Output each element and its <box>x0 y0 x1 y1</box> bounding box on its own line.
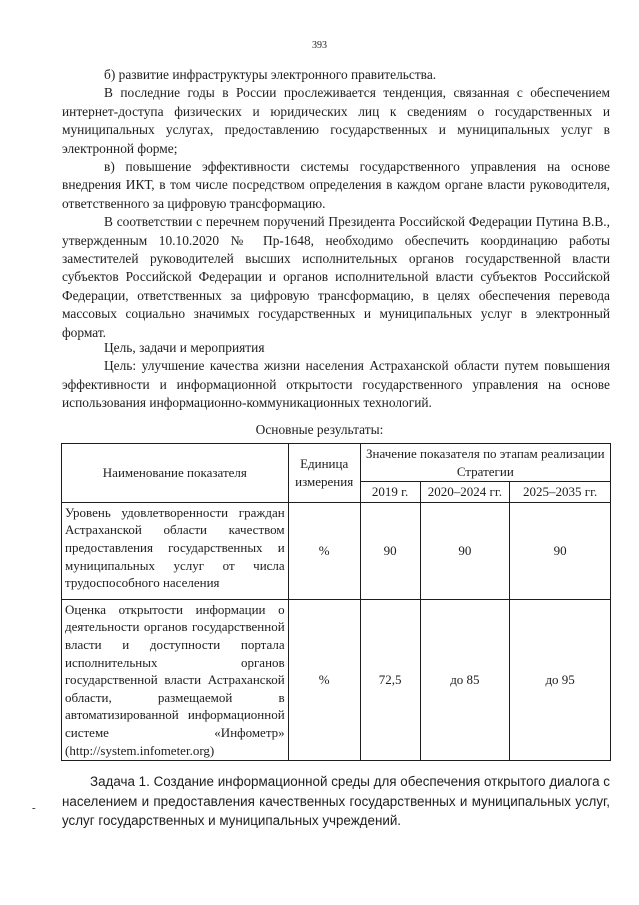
value-2020-2024: 90 <box>420 502 510 599</box>
margin-mark: - <box>32 802 36 814</box>
indicator-name: Оценка открытости информации о деятельности органов государственной власти и доступности портала исполнительных органов государственной власти Астраханской области, размещаемой в автоматизированной информационной системе «Инфометр» (http://system.infometer.org) <box>62 599 289 760</box>
intro-text <box>62 66 610 342</box>
task-section <box>62 772 610 831</box>
header-period-2025-2035: 2025–2035 гг. <box>510 482 611 503</box>
header-period-2019: 2019 г. <box>360 482 420 503</box>
indicator-unit: % <box>288 599 360 760</box>
value-2025-2035: до 95 <box>510 599 611 760</box>
results-table <box>61 443 611 761</box>
indicator-unit: % <box>288 502 360 599</box>
value-2025-2035: 90 <box>510 502 611 599</box>
value-2019: 90 <box>360 502 420 599</box>
section-heading: Цель, задачи и мероприятия <box>104 340 265 355</box>
header-values-group: Значение показателя по этапам реализации Стратегии <box>360 444 610 482</box>
goal-paragraph: Цель: улучшение качества жизни населения Астраханской области путем повышения эффективности и информационной открытости государственного управления на основе использования информационно-коммуникационных технологий. <box>62 358 610 411</box>
paragraph: В последние годы в России прослеживается тенденция, связанная с обеспечением интернет-доступа физических и юридических лиц к сведениям о государственных и муниципальных услугах, предоставлению государственных и муниципальных услуг в электронной форме; <box>62 85 610 156</box>
paragraph: б) развитие инфраструктуры электронного правительства. <box>104 67 437 82</box>
task-paragraph: Задача 1. Создание информационной среды для обеспечения открытого диалога с населением и предоставления качественных государственных и муниципальных услуг, услуг государственных и муниципальных учреждений. <box>62 774 610 828</box>
table-row <box>62 502 611 599</box>
header-period-2020-2024: 2020–2024 гг. <box>420 482 510 503</box>
table-title: Основные результаты: <box>255 422 384 437</box>
paragraph: В соответствии с перечнем поручений Президента Российской Федерации Путина В.В., утвержденным 10.10.2020 № Пр-1648, необходимо обеспечить координацию работы заместителей руководителей высших исполнительных органов государственной власти субъектов Российской Федерации и органов исполнительной власти субъектов Российской Федерации, ответственных за цифровую трансформацию, в целях обеспечения перевода массовых социально значимых государственных и муниципальных услуг в электронный формат. <box>62 214 610 340</box>
paragraph: в) повышение эффективности системы государственного управления на основе внедрения ИКТ, в том числе посредством определения в каждом органе власти руководителя, ответственного за цифровую трансформацию. <box>62 159 610 211</box>
header-unit: Единица измерения <box>288 444 360 503</box>
goal-section <box>62 339 610 413</box>
header-indicator-name: Наименование показателя <box>62 444 289 503</box>
table-row <box>62 599 611 760</box>
indicator-name: Уровень удовлетворенности граждан Астраханской области качеством предоставления государственных и муниципальных услуг от числа трудоспособного населения <box>62 502 289 599</box>
value-2020-2024: до 85 <box>420 599 510 760</box>
value-2019: 72,5 <box>360 599 420 760</box>
page-number: 393 <box>312 40 327 51</box>
